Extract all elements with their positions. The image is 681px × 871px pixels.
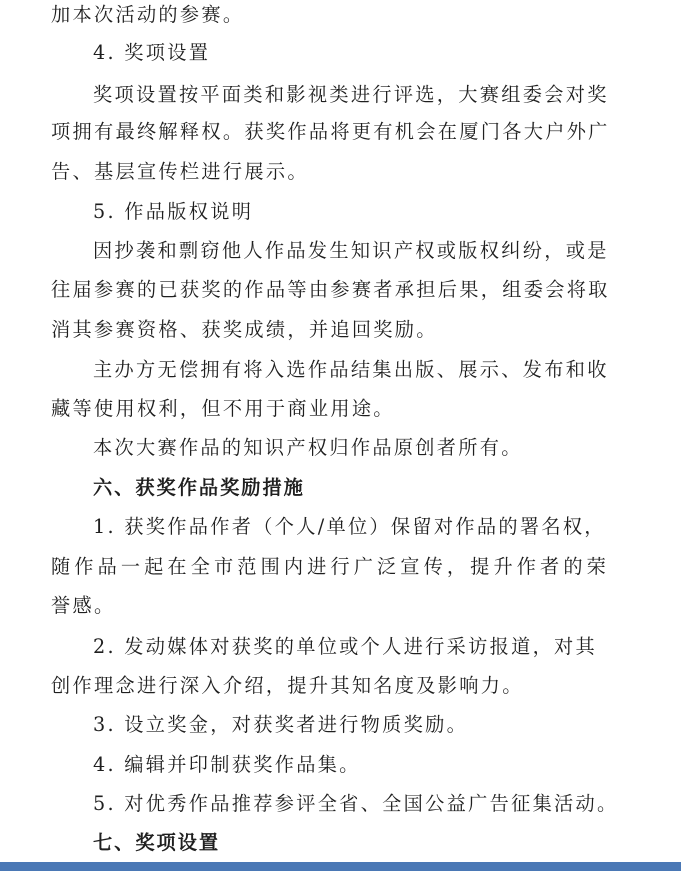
bottom-border [0, 862, 681, 871]
text-line: 随作品一起在全市范围内进行广泛宣传，提升作者的荣 [51, 555, 610, 578]
text-line: 奖项设置按平面类和影视类进行评选，大赛组委会对奖 [93, 83, 609, 106]
text-line: 藏等使用权利，但不用于商业用途。 [51, 397, 395, 420]
text-line: 告、基层宣传栏进行展示。 [51, 160, 309, 183]
text-line: 往届参赛的已获奖的作品等由参赛者承担后果，组委会将取 [51, 278, 610, 301]
text-line: 因抄袭和剽窃他人作品发生知识产权或版权纠纷，或是 [93, 239, 609, 262]
text-line: 创作理念进行深入介绍，提升其知名度及影响力。 [51, 674, 524, 697]
text-line: 加本次活动的参赛。 [51, 3, 245, 26]
section-heading: 六、获奖作品奖励措施 [93, 476, 305, 499]
text-line: 项拥有最终解释权。获奖作品将更有机会在厦门各大户外广 [51, 120, 610, 143]
subsection-heading: 5. 作品版权说明 [93, 200, 254, 223]
text-line: 主办方无偿拥有将入选作品结集出版、展示、发布和收 [93, 358, 609, 381]
subsection-heading: 4. 奖项设置 [93, 41, 211, 64]
text-line: 誉感。 [51, 594, 116, 617]
text-line: 4. 编辑并印制获奖作品集。 [93, 753, 361, 776]
text-line: 1. 获奖作品作者（个人/单位）保留对作品的署名权， [93, 515, 606, 538]
text-line: 5. 对优秀作品推荐参评全省、全国公益广告征集活动。 [93, 792, 619, 815]
text-line: 本次大赛作品的知识产权归作品原创者所有。 [93, 436, 523, 459]
text-line: 消其参赛资格、获奖成绩，并追回奖励。 [51, 318, 438, 341]
text-line: 3. 设立奖金，对获奖者进行物质奖励。 [93, 713, 469, 736]
text-line: 2. 发动媒体对获奖的单位或个人进行采访报道，对其 [93, 635, 598, 658]
section-heading: 七、奖项设置 [93, 831, 221, 854]
